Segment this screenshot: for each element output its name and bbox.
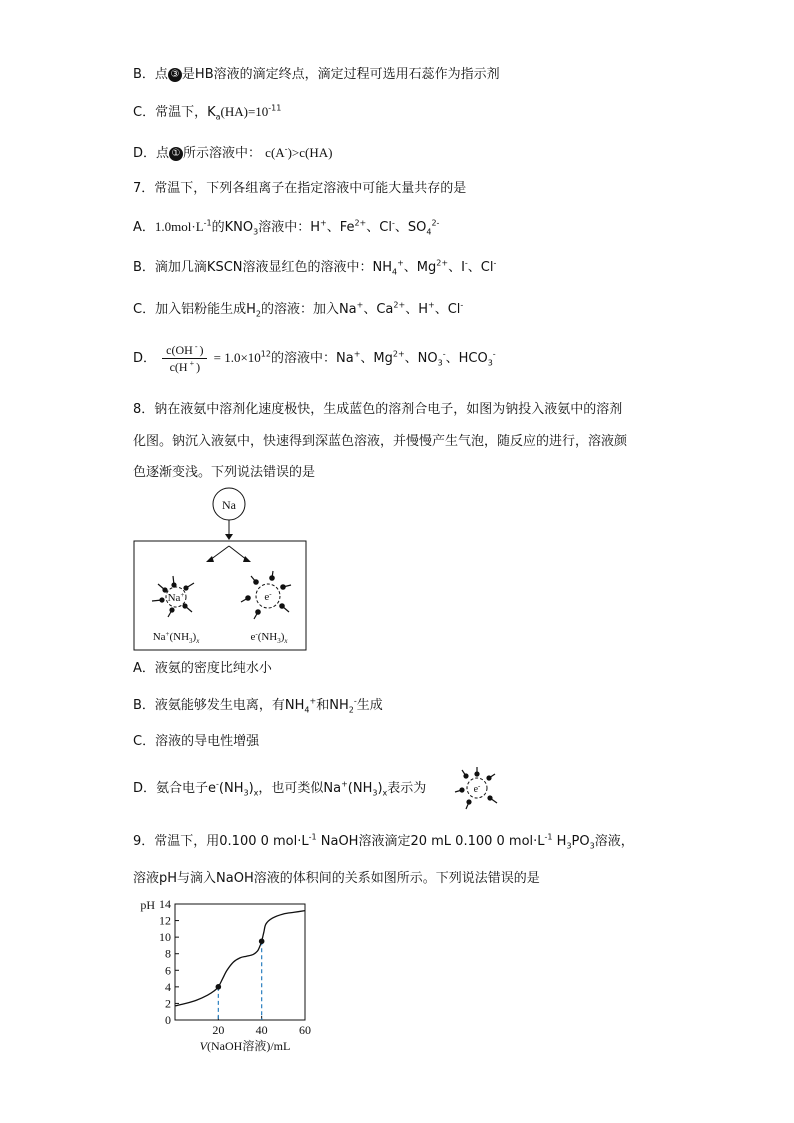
q6-option-d: D．点 ① 所示溶液中： c(A-)>c(HA) bbox=[133, 144, 333, 161]
y-tick-label: 10 bbox=[159, 930, 171, 945]
svg-text:Na+(NH3)x: $Na^+(NH_3)_x$ bbox=[152, 630, 200, 645]
y-tick-label: 0 bbox=[165, 1013, 171, 1027]
q6-option-c: C．常温下，$K_a(HA)=10^{-11}$ bbox=[133, 103, 282, 122]
q7-stem: 7．常温下，下列各组离子在指定溶液中可能大量共存的是 bbox=[133, 181, 467, 196]
q9-stem-line-2: 溶液pH与滴入NaOH溶液的体积间的关系如图所示。下列说法错误的是 bbox=[133, 871, 540, 886]
q8-option-a: A．液氨的密度比纯水小 bbox=[133, 661, 272, 676]
q6-option-b: B．点 ③ 是HB溶液的滴定终点，滴定过程可选用石蕊作为指示剂 bbox=[133, 67, 500, 82]
q8-option-c: C．溶液的导电性增强 bbox=[133, 734, 260, 749]
svg-text:e-: e- bbox=[473, 782, 481, 795]
equivalence-point bbox=[216, 984, 222, 990]
arrow-head bbox=[225, 534, 233, 540]
sodium-ion-cluster bbox=[152, 576, 200, 645]
svg-text:e-: e- bbox=[264, 590, 272, 603]
svg-text:e-(NH3)x: $e^-(NH_3)_x$ bbox=[250, 630, 288, 645]
q9-stem-line-1: 9．常温下，用0.100 0 $mol\cdot L^{-1}$ NaOH溶液滴定20 mL 0.100 0 $mol\cdot L^{-1}$ $H_3PO_3$溶液， bbox=[133, 832, 634, 851]
y-tick-label: 8 bbox=[165, 946, 171, 961]
circled-number: ① bbox=[169, 147, 183, 161]
y-tick-label: 14 bbox=[159, 897, 171, 911]
q7-option-b: B．滴加几滴KSCN溶液显红色的溶液中：$NH_4^+$、$Mg^{2+}$、I-、Cl- bbox=[133, 258, 497, 277]
equivalence-point bbox=[259, 938, 265, 944]
diagram-box bbox=[134, 541, 306, 650]
y-tick-label: 4 bbox=[165, 979, 171, 994]
x-tick-label: 40 bbox=[255, 1023, 268, 1037]
y-axis-label: pH bbox=[140, 898, 155, 912]
q7-option-d: D． $\frac{c(OH ^- )}{c(H ^+ )}$ = $1.0\times 10^{12}$的溶液中：Na+、$Mg^{2+}$、$NO_3^-$、$HCO_3^-$ bbox=[133, 342, 496, 374]
arrow-head bbox=[206, 556, 214, 562]
solvated-electron-icon bbox=[447, 764, 507, 814]
q7-option-c: C．加入铝粉能生成$H_2$的溶液：加入Na+、$Ca^{2+}$、H+、Cl- bbox=[133, 300, 464, 319]
x-axis-label: V(NaOH溶液)/mL bbox=[199, 1039, 291, 1053]
q8-stem-line-1: 8．钠在液氨中溶剂化速度极快，生成蓝色的溶剂合电子，如图为钠投入液氨中的溶剂 bbox=[133, 402, 623, 417]
q8-stem-line-2: 化图。钠沉入液氨中，快速得到深蓝色溶液，并慢慢产生气泡，随反应的进行，溶液颜 bbox=[133, 434, 628, 449]
arrow-left bbox=[210, 546, 229, 560]
svg-text:Na+: Na+ bbox=[167, 591, 185, 604]
q8-option-d: D．氨合电子$e^-(NH_3)_x$，也可类似$Na^+(NH_3)_x$表示为 bbox=[133, 779, 427, 798]
circled-number: ③ bbox=[168, 68, 182, 82]
y-tick-label: 2 bbox=[165, 996, 171, 1011]
sodium-atom-circle bbox=[213, 488, 245, 520]
q8-option-b: B．液氨能够发生电离，有$NH_4^+$和$NH_2^-$生成 bbox=[133, 696, 383, 715]
x-tick-label: 60 bbox=[299, 1023, 311, 1037]
q7-option-a: A．$1.0mol\cdot L^{-1}$的$KNO_3$溶液中：H+、$Fe^{2+}$、Cl-、$SO_4^{2-}$ bbox=[133, 218, 440, 237]
y-tick-label: 12 bbox=[159, 913, 171, 928]
plot-frame bbox=[175, 904, 305, 1020]
arrow-right bbox=[229, 546, 247, 560]
y-tick-label: 6 bbox=[165, 963, 171, 978]
q8-stem-line-3: 色逐渐变浅。下列说法错误的是 bbox=[133, 465, 316, 480]
fraction: $\frac{c(OH ^- )}{c(H ^+ )}$ bbox=[162, 342, 207, 375]
sodium-atom-label: Na bbox=[222, 498, 236, 512]
arrow-head bbox=[243, 556, 251, 562]
ph-curve-line bbox=[175, 911, 305, 1006]
x-tick-label: 20 bbox=[212, 1023, 225, 1037]
solvated-electron-cluster bbox=[241, 571, 291, 645]
